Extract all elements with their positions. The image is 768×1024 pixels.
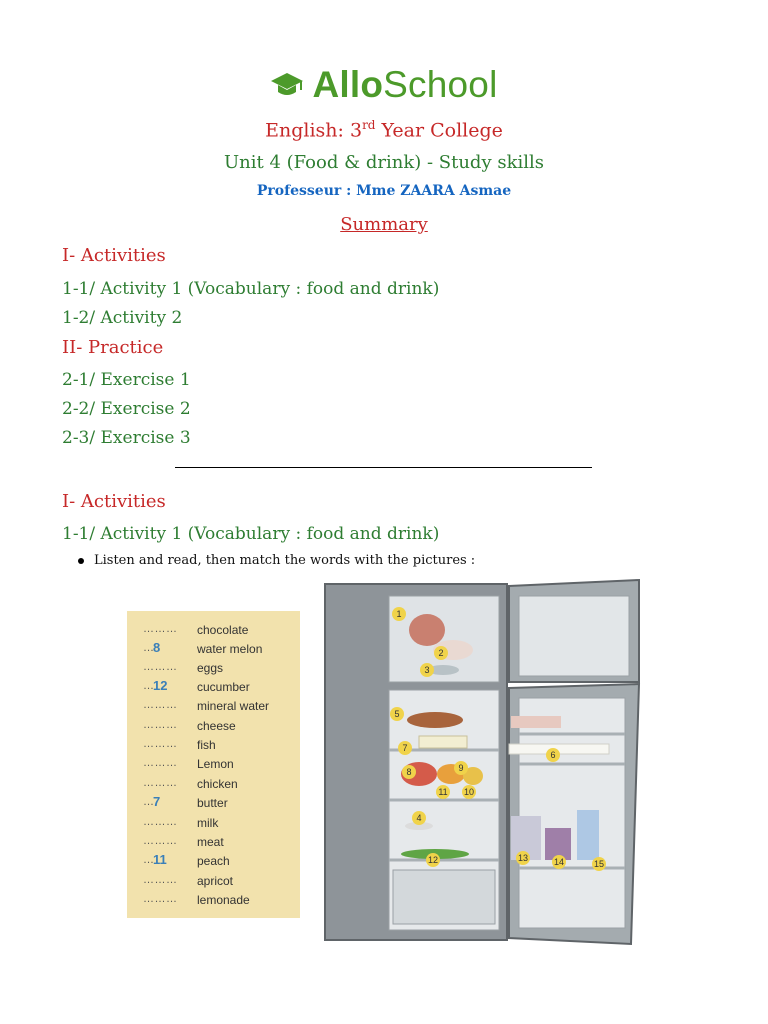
activity-heading: 1-1/ Activity 1 (Vocabulary : food and drink) [62,524,440,544]
word-row: … 8 water melon [143,640,263,656]
summary-section-activities: I- Activities [62,245,166,266]
fridge-label: 3 [424,665,430,675]
word-row: ……… mineral water [143,699,270,713]
fridge-illustration [323,578,643,950]
word-row: ……… milk [143,816,219,830]
word-row: ……… Lemon [143,757,234,771]
fridge-label: 4 [416,813,422,823]
fridge-label: 15 [593,859,605,869]
fridge-label: 13 [517,853,529,863]
word-row: ……… eggs [143,661,224,675]
word-row: ……… fish [143,738,216,752]
summary-item: 2-1/ Exercise 1 [62,370,191,390]
fridge-label: 10 [463,787,475,797]
fridge-drawing [323,578,643,950]
summary-item: 1-1/ Activity 1 (Vocabulary : food and drink) [62,279,440,299]
word-row: ……… cheese [143,719,236,733]
fridge-label: 7 [402,743,408,753]
alloschool-logo [0,64,768,106]
summary-heading: Summary [340,214,428,235]
fridge-label: 2 [438,648,444,658]
word-row: ……… meat [143,835,224,849]
section-heading-activities: I- Activities [62,491,166,512]
fridge-label: 9 [458,763,464,773]
professor-name: Professeur : Mme ZAARA Asmae [256,183,512,199]
summary-item: 2-3/ Exercise 3 [62,428,191,448]
fridge-label: 14 [553,857,565,867]
fridge-label: 8 [406,767,412,777]
word-row: … 12 cucumber [143,678,250,694]
fridge-label: 12 [427,855,439,865]
instruction: Listen and read, then match the words with the pictures : [78,553,475,568]
page-title: English: 3rd Year College [265,118,503,142]
summary-section-practice: II- Practice [62,337,164,358]
word-row: … 7 butter [143,794,228,810]
bullet-icon [78,558,84,564]
fridge-label: 6 [550,750,556,760]
word-row: ……… chocolate [143,623,249,637]
word-row: ……… chicken [143,777,238,791]
word-list-panel [127,611,300,918]
fridge-label: 1 [396,609,402,619]
fridge-label: 11 [438,787,448,797]
graduation-cap-icon [270,70,304,100]
summary-item: 2-2/ Exercise 2 [62,399,191,419]
logo-text: AlloSchool [312,64,498,105]
word-row: … 11 peach [143,852,230,868]
unit-subtitle: Unit 4 (Food & drink) - Study skills [224,152,544,173]
summary-item: 1-2/ Activity 2 [62,308,183,328]
word-row: ……… lemonade [143,893,250,907]
fridge-label: 5 [394,709,400,719]
divider [175,467,592,468]
word-row: ……… apricot [143,874,234,888]
